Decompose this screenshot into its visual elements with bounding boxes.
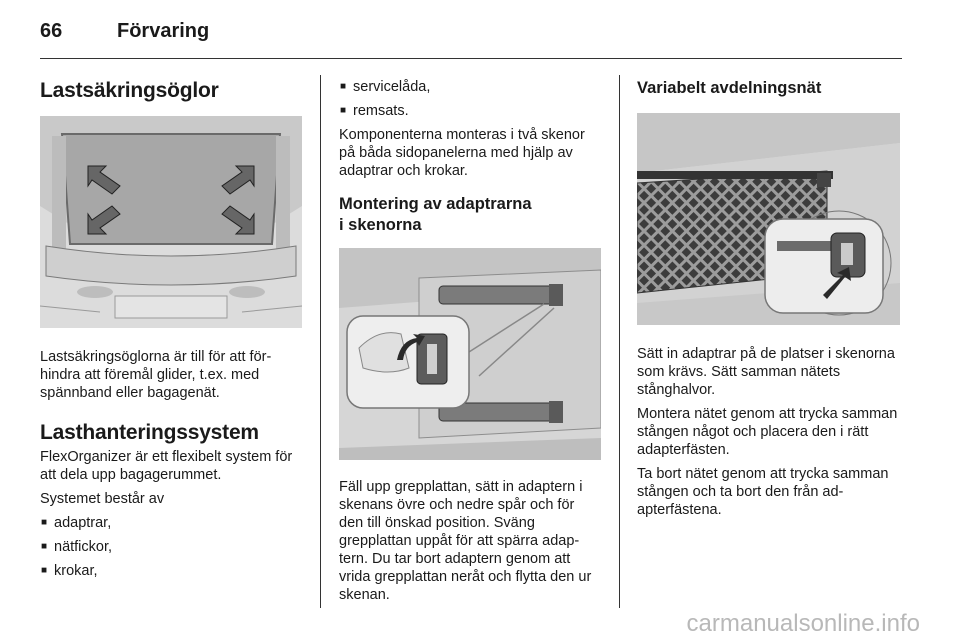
list-item: ■ krokar, — [40, 562, 302, 580]
paragraph: FlexOrganizer är ett flexibelt system för att dela upp bagagerummet. — [40, 449, 293, 483]
column-divider — [320, 75, 321, 608]
paragraph: Sätt in adaptrar på de platser i skenorna som krävs. Sätt samman nätets stånghalvor. — [637, 346, 895, 398]
section-heading-cargo-rings: Lastsäkringsöglor — [40, 79, 219, 102]
cargo-rings-illustration — [40, 116, 302, 328]
paragraph: Montera nätet genom att trycka samman stången något och placera den i rätt adapterfästen. — [637, 406, 898, 458]
column-2 — [339, 70, 601, 604]
column-1 — [40, 70, 302, 586]
page-header — [40, 18, 902, 59]
section-heading-mounting-line2: i skenorna — [339, 216, 422, 234]
watermark-text: carmanualsonline.info — [686, 610, 920, 637]
paragraph: Fäll upp grepplattan, sätt in adaptern i skenans övre och nedre spår och för den till önskad position. Sväng grepplattan uppåt för att spärra adaptern. Du tar bort adaptern genom att vrida grepplattan neråt och flytta den ur skenan. — [339, 479, 592, 603]
list-item: ■ adaptrar, — [40, 514, 302, 532]
paragraph: Lastsäkringsöglorna är till för att förhindra att föremål glider, t.ex. med spännband eller bagagenät. — [40, 349, 272, 401]
list-item: ■ servicelåda, — [339, 78, 601, 96]
watermark — [0, 610, 960, 638]
paragraph: Ta bort nätet genom att trycka samman stången och ta bort den från adapterfästena. — [637, 466, 889, 518]
list-item: ■ nätfickor, — [40, 538, 302, 556]
list-item: ■ remsats. — [339, 102, 601, 120]
column-divider — [619, 75, 620, 608]
section-heading-load-system: Lasthanteringssystem — [40, 421, 259, 444]
paragraph: Systemet består av — [40, 491, 165, 507]
column-3 — [637, 70, 902, 519]
divider-net-illustration — [637, 113, 900, 325]
paragraph: Komponenterna monteras i två skenor på båda sidopanelerna med hjälp av adaptrar och krokar. — [339, 127, 585, 179]
page-number: 66 — [40, 20, 63, 42]
rail-adapter-illustration — [339, 248, 601, 460]
chapter-title: Förvaring — [117, 20, 210, 42]
section-heading-divider-net: Variabelt avdelningsnät — [637, 79, 822, 97]
section-heading-mounting-line1: Montering av adaptrarna — [339, 195, 532, 213]
